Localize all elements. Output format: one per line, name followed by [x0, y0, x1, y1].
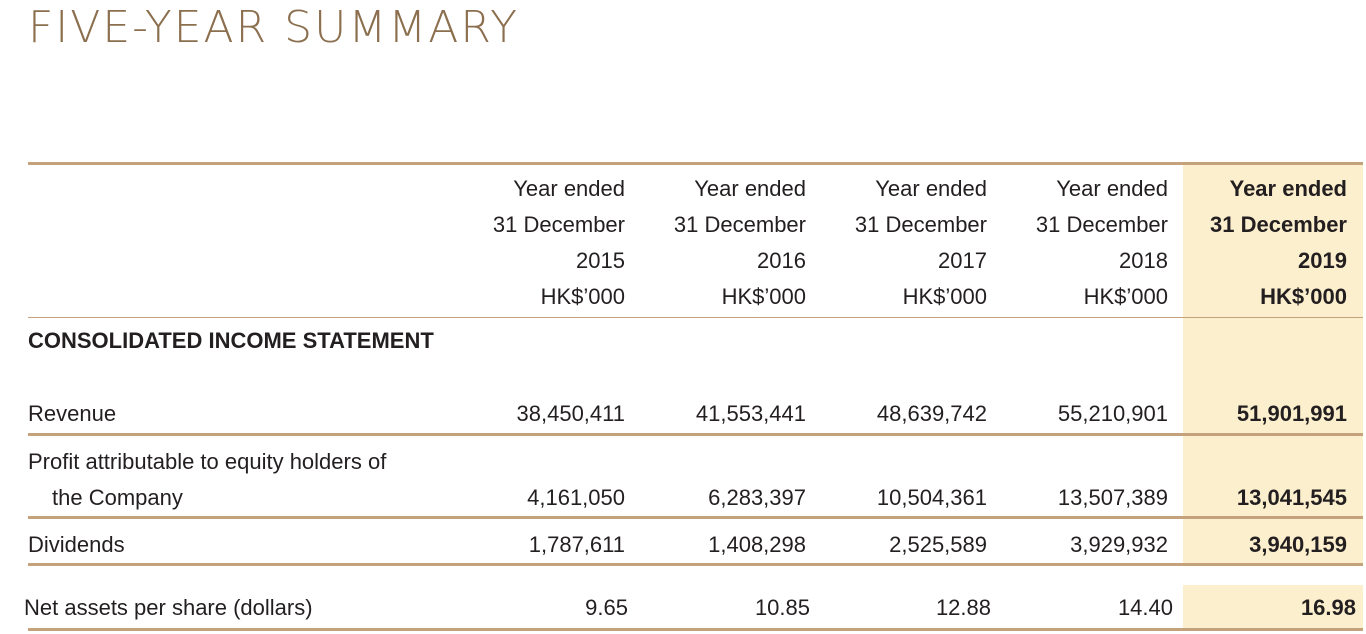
cell-2015: 1,787,611	[528, 532, 625, 557]
cell-2017: 48,639,742	[876, 401, 987, 426]
header-line1: Year ended	[1056, 176, 1168, 201]
header-line1: Year ended	[1229, 176, 1347, 201]
row-rule-profit	[28, 516, 1363, 519]
row-label: Dividends	[28, 532, 125, 557]
cell-2019: 3,940,159	[1249, 532, 1347, 557]
header-year: 2015	[576, 248, 625, 273]
cell-2015: 38,450,411	[516, 401, 625, 426]
header-line2: 31 December	[492, 212, 625, 237]
cell-2019: 51,901,991	[1236, 401, 1347, 426]
row-label: Revenue	[28, 401, 117, 426]
cell-2019: 13,041,545	[1236, 485, 1347, 510]
cell-2015: 4,161,050	[527, 485, 625, 510]
header-unit: HK$’000	[902, 284, 987, 309]
header-year: 2016	[757, 248, 806, 273]
row-label-line1: Profit attributable to equity holders of	[28, 449, 387, 474]
header-line2: 31 December	[1035, 212, 1168, 237]
cell-2017: 2,525,589	[889, 532, 987, 557]
row-label-line2: the Company	[52, 485, 183, 510]
cell-2016: 6,283,397	[708, 485, 806, 510]
cell-2018: 55,210,901	[1057, 401, 1168, 426]
header-year: 2019	[1298, 248, 1347, 273]
header-unit: HK$’000	[721, 284, 806, 309]
header-year: 2017	[938, 248, 987, 273]
cell-2017: 10,504,361	[876, 485, 987, 510]
cell-2016: 10.85	[754, 595, 810, 620]
row-label: Net assets per share (dollars)	[24, 595, 313, 620]
cell-2016: 1,408,298	[708, 532, 806, 557]
header-line1: Year ended	[694, 176, 806, 201]
row-rule-revenue	[28, 433, 1363, 436]
header-line1: Year ended	[875, 176, 987, 201]
header-line1: Year ended	[513, 176, 625, 201]
header-unit: HK$’000	[1083, 284, 1168, 309]
cell-2016: 41,553,441	[695, 401, 806, 426]
header-line2: 31 December	[673, 212, 806, 237]
page-title: FIVE-YEAR SUMMARY	[28, 2, 519, 53]
cell-2017: 12.88	[935, 595, 991, 620]
header-line2: 31 December	[854, 212, 987, 237]
table-top-rule	[28, 162, 1363, 165]
cell-2018: 14.40	[1117, 595, 1173, 620]
section-heading: CONSOLIDATED INCOME STATEMENT	[28, 328, 434, 353]
cell-2018: 3,929,932	[1070, 532, 1168, 557]
cell-2015: 9.65	[585, 595, 628, 620]
header-rule	[28, 317, 1363, 318]
cell-2018: 13,507,389	[1057, 485, 1168, 510]
row-rule-dividends	[28, 563, 1363, 566]
header-unit: HK$’000	[540, 284, 625, 309]
header-year: 2018	[1119, 248, 1168, 273]
cell-2019: 16.98	[1300, 595, 1356, 620]
row-rule-nav	[28, 628, 1363, 631]
header-line2: 31 December	[1210, 212, 1347, 237]
header-unit: HK$’000	[1260, 284, 1347, 309]
